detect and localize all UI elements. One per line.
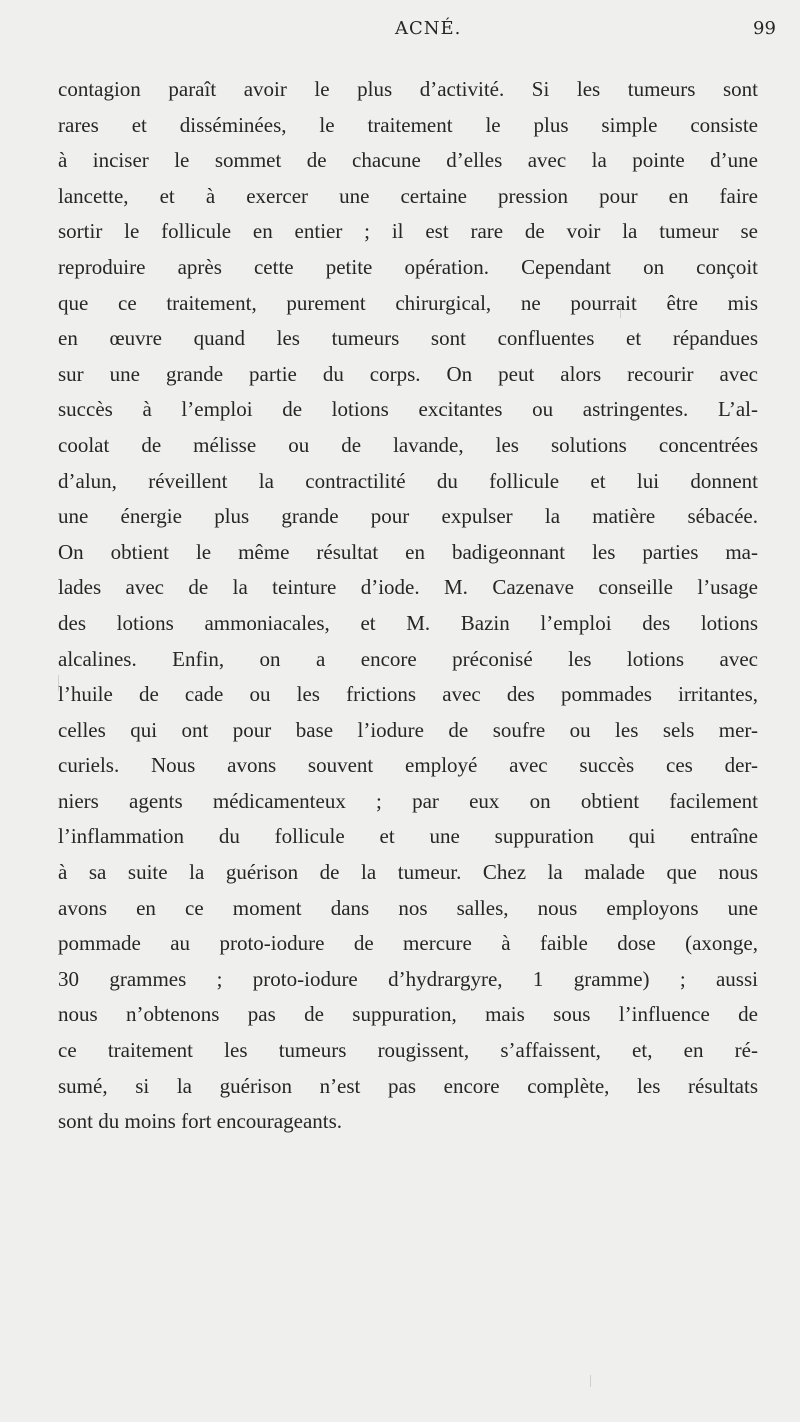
text-line: On obtient le même résultat en badigeonnant les parties ma- [58,539,758,564]
paper-smudge [58,675,59,691]
text-line: niers agents médicamenteux ; par eux on obtient facilement [58,788,758,813]
text-line: l’inflammation du follicule et une suppuration qui entraîne [58,824,758,849]
text-line: d’alun, réveillent la contractilité du follicule et lui donnent [58,468,758,493]
text-line: celles qui ont pour base l’iodure de soufre ou les sels mer- [58,717,758,742]
text-line: avons en ce moment dans nos salles, nous employons une [58,895,758,920]
text-line: curiels. Nous avons souvent employé avec succès ces der- [58,753,758,778]
text-line: des lotions ammoniacales, et M. Bazin l’emploi des lotions [58,610,758,635]
text-line: à inciser le sommet de chacune d’elles avec la pointe d’une [58,148,758,173]
page-header [0,8,800,48]
paper-smudge [590,1375,591,1387]
text-line: lancette, et à exercer une certaine pression pour en faire [58,183,758,208]
text-line-last: sont du moins fort encourageants. [58,1109,343,1134]
text-line: pommade au proto-iodure de mercure à faible dose (axonge, [58,931,758,956]
text-line: à sa suite la guérison de la tumeur. Chez la malade que nous [58,860,758,885]
text-line: l’huile de cade ou les frictions avec des pommades irritantes, [58,682,758,707]
text-line: nous n’obtenons pas de suppuration, mais sous l’influence de [58,1002,758,1027]
text-line: alcalines. Enfin, on a encore préconisé les lotions avec [58,646,758,671]
text-line: rares et disséminées, le traitement le plus simple consiste [58,112,758,137]
text-line: sur une grande partie du corps. On peut alors recourir avec [58,361,758,386]
text-line: que ce traitement, purement chirurgical, ne pourrait être mis [58,290,758,315]
paper-smudge [620,300,621,318]
text-line: succès à l’emploi de lotions excitantes ou astringentes. L’al- [58,397,758,422]
body-text [58,72,758,1140]
text-line: ce traitement les tumeurs rougissent, s’affaissent, et, en ré- [58,1038,758,1063]
text-line: en œuvre quand les tumeurs sont confluentes et répandues [58,326,758,351]
text-line: sumé, si la guérison n’est pas encore complète, les résultats [58,1073,758,1098]
running-head: ACNÉ. [395,18,462,39]
page-number: 99 [753,18,776,39]
text-line: lades avec de la teinture d’iode. M. Cazenave conseille l’usage [58,575,758,600]
text-line: 30 grammes ; proto-iodure d’hydrargyre, 1 gramme) ; aussi [58,966,758,991]
text-line: une énergie plus grande pour expulser la matière sébacée. [58,504,758,529]
text-line: reproduire après cette petite opération. Cependant on conçoit [58,254,758,279]
text-line: coolat de mélisse ou de lavande, les solutions concentrées [58,432,758,457]
text-line: contagion paraît avoir le plus d’activité. Si les tumeurs sont [58,77,758,101]
text-line: sortir le follicule en entier ; il est rare de voir la tumeur se [58,219,758,244]
